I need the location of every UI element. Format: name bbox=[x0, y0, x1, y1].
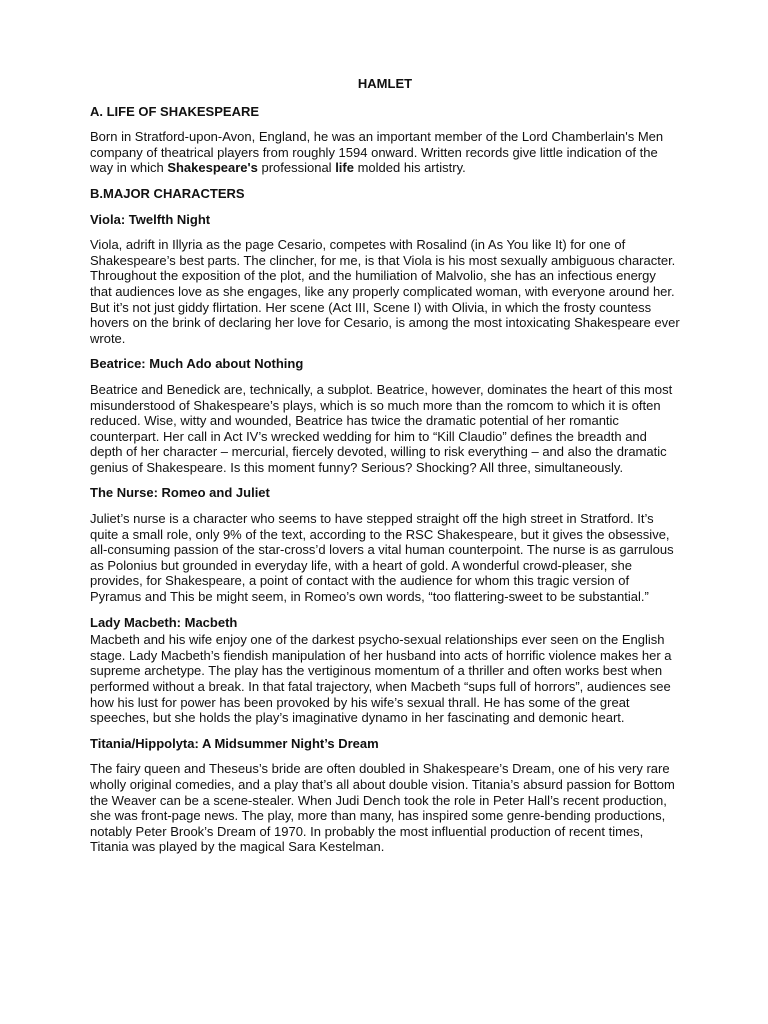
character-paragraph-lady-macbeth: Macbeth and his wife enjoy one of the darkest psycho-sexual relationships ever seen on the English stage. Lady Macbeth’s fiendish manipulation of her husband into acts of horrific violence makes her a supreme archetype. The play has the vertiginous momentum of a thriller and often works best when performed without a break. In that fatal trajectory, when Macbeth “sups full of horrors”, audiences see how his lust for power has been provoked by his wife’s sexual thrall. He has some of the great speeches, but she holds the play’s imaginative dynamo in her fascinating and demonic heart. bbox=[90, 632, 672, 726]
life-text-part-3: molded his artistry. bbox=[353, 160, 466, 176]
section-paragraph-life bbox=[90, 129, 680, 176]
character-heading-viola: Viola: Twelfth Night bbox=[90, 211, 211, 227]
life-text-part-1: Born in Stratford-upon-Avon, England, he was an important member of the Lord Chamberlain's Men company of theatrical players from roughly 1594 onward. Written records give little indication of the way in which bbox=[90, 129, 664, 176]
character-paragraph-nurse: Juliet’s nurse is a character who seems to have stepped straight off the high street in Stratford. It’s quite a small role, only 9% of the text, according to the RSC Shakespeare, but it gives the obsessive, all-consuming passion of the star-cross’d lovers a vital human counterpoint. The nurse is as garrulous as Polonius but grounded in everyday life, with a heart of gold. A wonderful crowd-pleaser, she provides, for Shakespeare, a point of contact with the audience for whom this tragic version of Pyramus and This be might seem, in Romeo’s own words, “too flattering-sweet to be substantial.” bbox=[90, 511, 674, 605]
character-heading-titania: Titania/Hippolyta: A Midsummer Night’s Dream bbox=[90, 735, 379, 751]
character-paragraph-viola: Viola, adrift in Illyria as the page Cesario, competes with Rosalind (in As You like It) for one of Shakespeare’s best parts. The clincher, for me, is that Viola is his most sexually ambiguous character. Throughout the exposition of the plot, and the humiliation of Malvolio, she has an infectious energy that audiences love as she engages, like any properly complicated woman, with everyone around her. But it’s not just giddy flirtation. Her scene (Act III, Scene I) with Olivia, in which the frosty countess hovers on the brink of declaring her love for Cesario, is among the most intoxicating Shakespeare ever wrote. bbox=[90, 237, 680, 346]
character-heading-lady-macbeth: Lady Macbeth: Macbeth bbox=[90, 614, 238, 630]
character-heading-beatrice: Beatrice: Much Ado about Nothing bbox=[90, 356, 304, 372]
document-title: HAMLET bbox=[357, 76, 413, 91]
life-bold-shakespeares: Shakespeare's bbox=[167, 160, 258, 176]
document-page bbox=[90, 76, 680, 865]
character-paragraph-beatrice: Beatrice and Benedick are, technically, a subplot. Beatrice, however, dominates the heart of this most misunderstood of Shakespeare’s plays, which is so much more than the romcom to which it is often reduced. Wise, witty and wounded, Beatrice has twice the dramatic potential of her romantic counterpart. Her call in Act IV’s wrecked wedding for him to “Kill Claudio” defines the breadth and depth of her character – mercurial, fiercely devoted, willing to risk everything – and also the dramatic genius of Shakespeare. Is this moment funny? Serious? Shocking? All three, simultaneously. bbox=[90, 381, 673, 475]
section-heading-life-of-shakespeare: A. LIFE OF SHAKESPEARE bbox=[90, 103, 260, 119]
section-heading-major-characters: B.MAJOR CHARACTERS bbox=[90, 185, 245, 201]
character-heading-nurse: The Nurse: Romeo and Juliet bbox=[90, 485, 270, 501]
character-paragraph-titania: The fairy queen and Theseus’s bride are often doubled in Shakespeare’s Dream, one of his very rare wholly original comedies, and a play that’s all about double vision. Titania’s absurd passion for Bottom the Weaver can be a scene-stealer. When Judi Dench took the role in Peter Hall’s recent production, she was front-page news. The play, more than many, has inspired some genre-bending productions, notably Peter Brook’s Dream of 1970. In probably the most influential production of recent times, Titania was played by the magical Sara Kestelman. bbox=[90, 761, 675, 855]
life-text-part-2: professional bbox=[257, 160, 336, 176]
life-bold-life: life bbox=[335, 160, 354, 176]
